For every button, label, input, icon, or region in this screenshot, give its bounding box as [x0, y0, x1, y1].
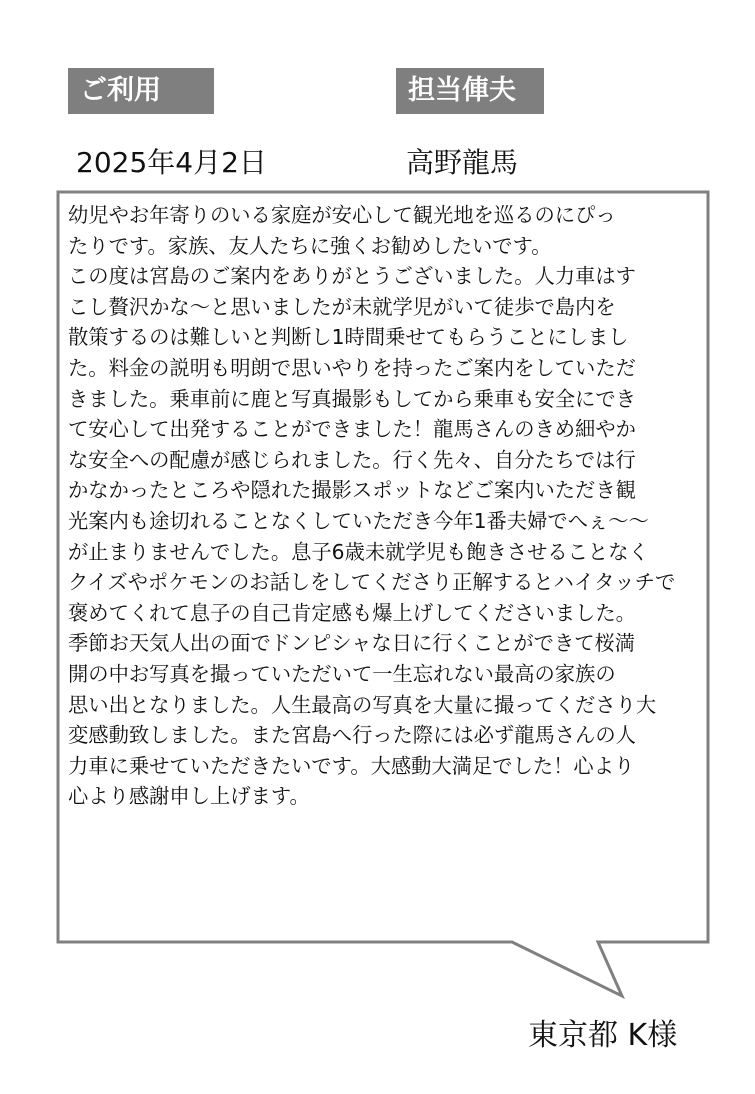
review-line: て安心して出発することができました！龍馬さんのきめ細やか [68, 417, 636, 442]
review-line: きました。乗車前に鹿と写真撮影もしてから乗車も安全にでき [68, 386, 636, 411]
review-line: 散策するのは難しいと判断し1時間乗せてもらうことにしまし [68, 325, 629, 350]
review-line: 思い出となりました。人生最高の写真を大量に撮ってくださり大 [68, 692, 657, 717]
review-line: 開の中お写真を撮っていただいて一生忘れない最高の家族の [68, 661, 616, 686]
usage-label: ご利用 [68, 68, 214, 114]
review-line: 幼児やお年寄りのいる家庭が安心して観光地を巡るのにぴっ [68, 203, 616, 227]
review-text [68, 200, 708, 812]
reviewer-name: 東京都 K様 [528, 1018, 678, 1053]
review-line: こし贅沢かな～と思いましたが未就学児がいて徒歩で島内を [68, 294, 616, 319]
review-line: 力車に乗せていただきたいです。大感動大満足でした！心より [68, 753, 635, 778]
review-line: 光案内も途切れることなくしていただき今年1番夫婦でへぇ～～ [68, 508, 649, 533]
staff-name: 高野龍馬 [406, 146, 519, 179]
staff-label: 担当俥夫 [396, 68, 544, 114]
review-line: 心より感謝申し上げます。 [68, 784, 310, 809]
usage-date: 2025年4月2日 [76, 146, 267, 179]
review-line: 褒めてくれて息子の自己肯定感も爆上げしてくださいました。 [68, 600, 636, 625]
review-line: た。料金の説明も明朗で思いやりを持ったご案内をしていただ [68, 355, 636, 380]
review-line: 変感動致しました。また宮島へ行った際には必ず龍馬さんの人 [68, 723, 636, 748]
review-line: かなかったところや隠れた撮影スポットなどご案内いただき観 [68, 478, 636, 503]
review-line: 季節お天気人出の面でドンピシャな日に行くことができて桜満 [68, 631, 636, 656]
review-line: が止まりませんでした。息子6歳未就学児も飽きさせることなく [68, 539, 649, 564]
review-line: な安全への配慮が感じられました。行く先々、自分たちでは行 [68, 447, 636, 472]
review-line: たりです。家族、友人たちに強くお勧めしたいです。 [68, 233, 552, 258]
review-line: この度は宮島のご案内をありがとうございました。人力車はす [68, 264, 636, 289]
review-line: クイズやポケモンのお話しをしてくださり正解するとハイタッチで [68, 570, 676, 595]
